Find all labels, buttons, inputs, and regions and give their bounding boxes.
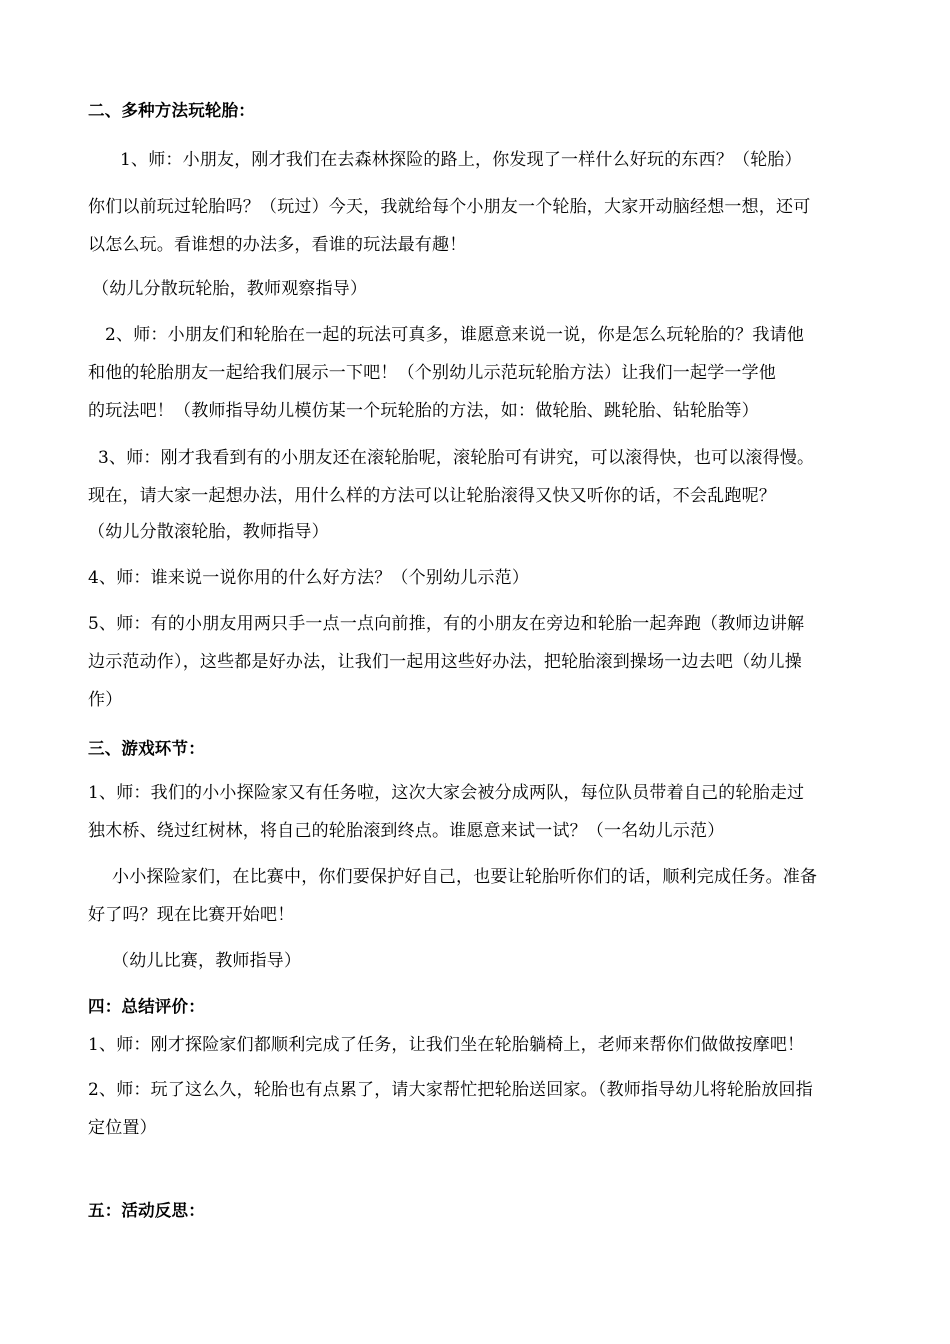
paragraph-line: 定位置） bbox=[88, 1118, 157, 1138]
teacher-note: （幼儿比赛，教师指导） bbox=[112, 951, 302, 971]
paragraph-line: 好了吗？现在比赛开始吧！ bbox=[88, 905, 295, 925]
paragraph-line: （幼儿分散滚轮胎，教师指导） bbox=[88, 522, 329, 542]
paragraph-line: 2、师：小朋友们和轮胎在一起的玩法可真多，谁愿意来说一说，你是怎么玩轮胎的？我请他 bbox=[105, 325, 805, 345]
paragraph-line: 1、师：小朋友，刚才我们在去森林探险的路上，你发现了一样什么好玩的东西？（轮胎） bbox=[120, 150, 802, 170]
paragraph-line: 3、师：刚才我看到有的小朋友还在滚轮胎呢，滚轮胎可有讲究，可以滚得快，也可以滚得慢。 bbox=[98, 448, 815, 468]
paragraph-line: 现在，请大家一起想办法，用什么样的方法可以让轮胎滚得又快又听你的话，不会乱跑呢？ bbox=[88, 486, 776, 506]
teacher-note: （幼儿分散玩轮胎，教师观察指导） bbox=[92, 279, 368, 299]
paragraph-line: 边示范动作），这些都是好办法，让我们一起用这些好办法，把轮胎滚到操场一边去吧（幼儿操 bbox=[88, 652, 802, 672]
paragraph-line: 独木桥、绕过红树林，将自己的轮胎滚到终点。谁愿意来试一试？（一名幼儿示范） bbox=[88, 821, 725, 841]
paragraph-line: 你们以前玩过轮胎吗？（玩过）今天，我就给每个小朋友一个轮胎，大家开动脑经想一想，还可 bbox=[88, 197, 811, 217]
paragraph-line: 小小探险家们，在比赛中，你们要保护好自己，也要让轮胎听你们的话，顺利完成任务。准备 bbox=[112, 867, 818, 887]
paragraph-line: 2、师：玩了这么久，轮胎也有点累了，请大家帮忙把轮胎送回家。（教师指导幼儿将轮胎放回指 bbox=[88, 1080, 813, 1100]
paragraph-line: 和他的轮胎朋友一起给我们展示一下吧！（个别幼儿示范玩轮胎方法）让我们一起学一学他 bbox=[88, 363, 776, 383]
paragraph-line: 1、师：我们的小小探险家又有任务啦，这次大家会被分成两队，每位队员带着自己的轮胎走过 bbox=[88, 783, 805, 803]
paragraph-line: 1、师：刚才探险家们都顺利完成了任务，让我们坐在轮胎躺椅上，老师来帮你们做做按摩吧！ bbox=[88, 1035, 805, 1055]
paragraph-line: 的玩法吧！（教师指导幼儿模仿某一个玩轮胎的方法，如：做轮胎、跳轮胎、钻轮胎等） bbox=[88, 401, 759, 421]
section-heading-5: 五：活动反思： bbox=[88, 1201, 205, 1220]
paragraph-line: 5、师：有的小朋友用两只手一点一点向前推，有的小朋友在旁边和轮胎一起奔跑（教师边讲解 bbox=[88, 614, 805, 634]
section-heading-4: 四：总结评价： bbox=[88, 997, 205, 1016]
paragraph-line: 以怎么玩。看谁想的办法多，看谁的玩法最有趣！ bbox=[88, 235, 467, 255]
paragraph-line: 4、师：谁来说一说你用的什么好方法？（个别幼儿示范） bbox=[88, 568, 530, 588]
section-heading-2: 二、多种方法玩轮胎： bbox=[88, 101, 255, 120]
section-heading-3: 三、游戏环节： bbox=[88, 739, 205, 758]
paragraph-line: 作） bbox=[88, 690, 123, 710]
